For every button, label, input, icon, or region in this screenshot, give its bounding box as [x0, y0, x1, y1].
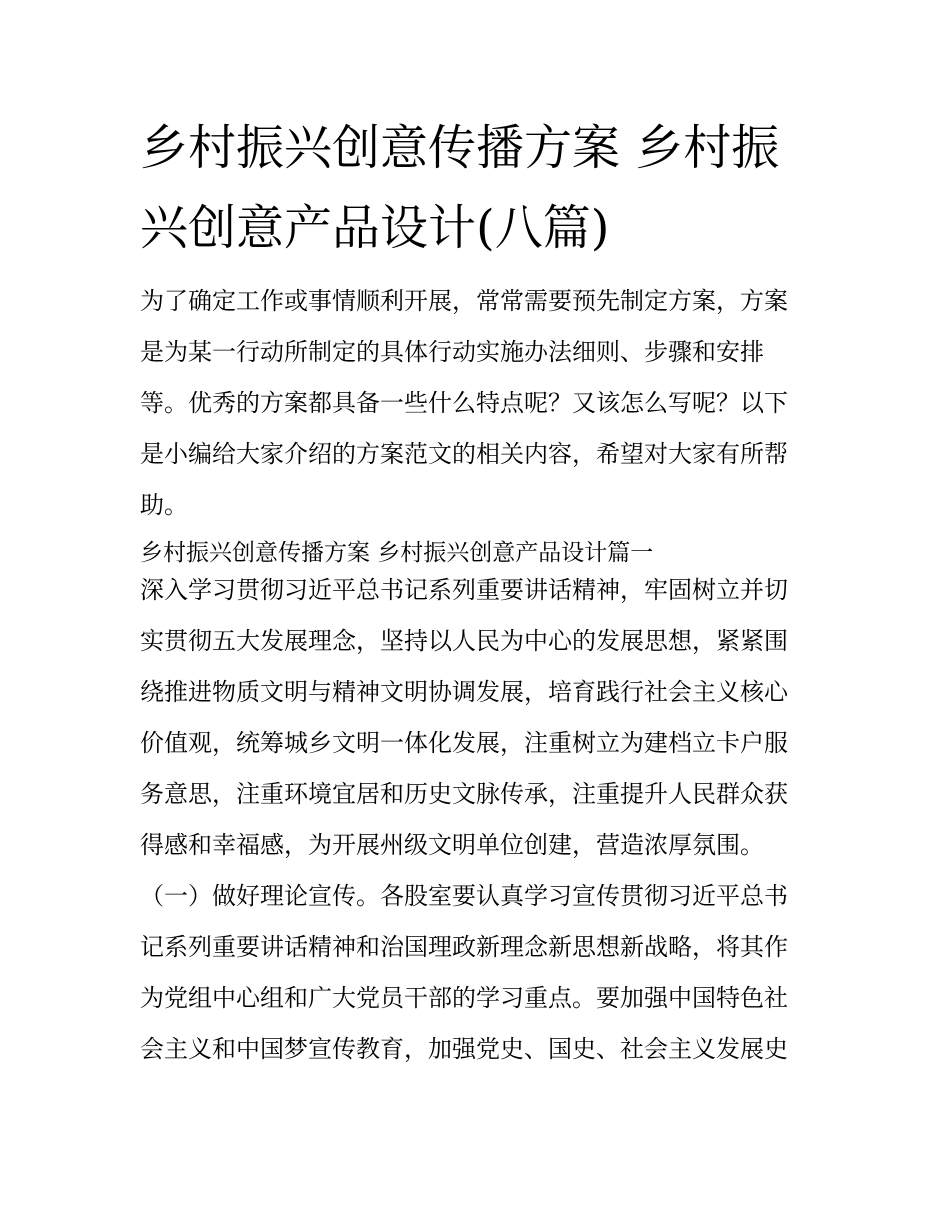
text-line: 助。	[140, 491, 188, 519]
text-line: 记系列重要讲话精神和治国理政新理念新思想新战略，将其作	[140, 933, 788, 961]
text-line: （一）做好理论宣传。各股室要认真学习宣传贯彻习近平总书	[140, 882, 788, 910]
intro-paragraph	[140, 281, 820, 536]
text-line: 务意思，注重环境宜居和历史文脉传承，注重提升人民群众获	[140, 780, 788, 808]
text-line: 得感和幸福感，为开展州级文明单位创建，营造浓厚氛围。	[140, 831, 764, 859]
document-title	[140, 108, 820, 268]
text-line: 是为某一行动所制定的具体行动实施办法细则、步骤和安排	[140, 338, 764, 366]
body-paragraph	[140, 876, 820, 1080]
section-heading: 乡村振兴创意传播方案 乡村振兴创意产品设计篇一	[140, 540, 654, 566]
text-line: 为党组中心组和广大党员干部的学习重点。要加强中国特色社	[140, 984, 788, 1012]
body-paragraph	[140, 570, 820, 876]
title-line: 乡村振兴创意传播方案 乡村振	[140, 120, 780, 176]
document-body	[140, 281, 820, 1080]
title-line: 兴创意产品设计(八篇)	[140, 200, 610, 256]
text-line: 深入学习贯彻习近平总书记系列重要讲话精神，牢固树立并切	[140, 576, 788, 604]
text-line: 绕推进物质文明与精神文明协调发展，培育践行社会主义核心	[140, 678, 788, 706]
text-line: 是小编给大家介绍的方案范文的相关内容，希望对大家有所帮	[140, 440, 788, 468]
text-line: 会主义和中国梦宣传教育，加强党史、国史、社会主义发展史	[140, 1035, 788, 1063]
text-line: 等。优秀的方案都具备一些什么特点呢？又该怎么写呢？以下	[140, 389, 788, 417]
text-line: 为了确定工作或事情顺利开展，常常需要预先制定方案，方案	[140, 287, 788, 315]
text-line: 价值观，统筹城乡文明一体化发展，注重树立为建档立卡户服	[140, 729, 788, 757]
text-line: 实贯彻五大发展理念，坚持以人民为中心的发展思想，紧紧围	[140, 627, 788, 655]
